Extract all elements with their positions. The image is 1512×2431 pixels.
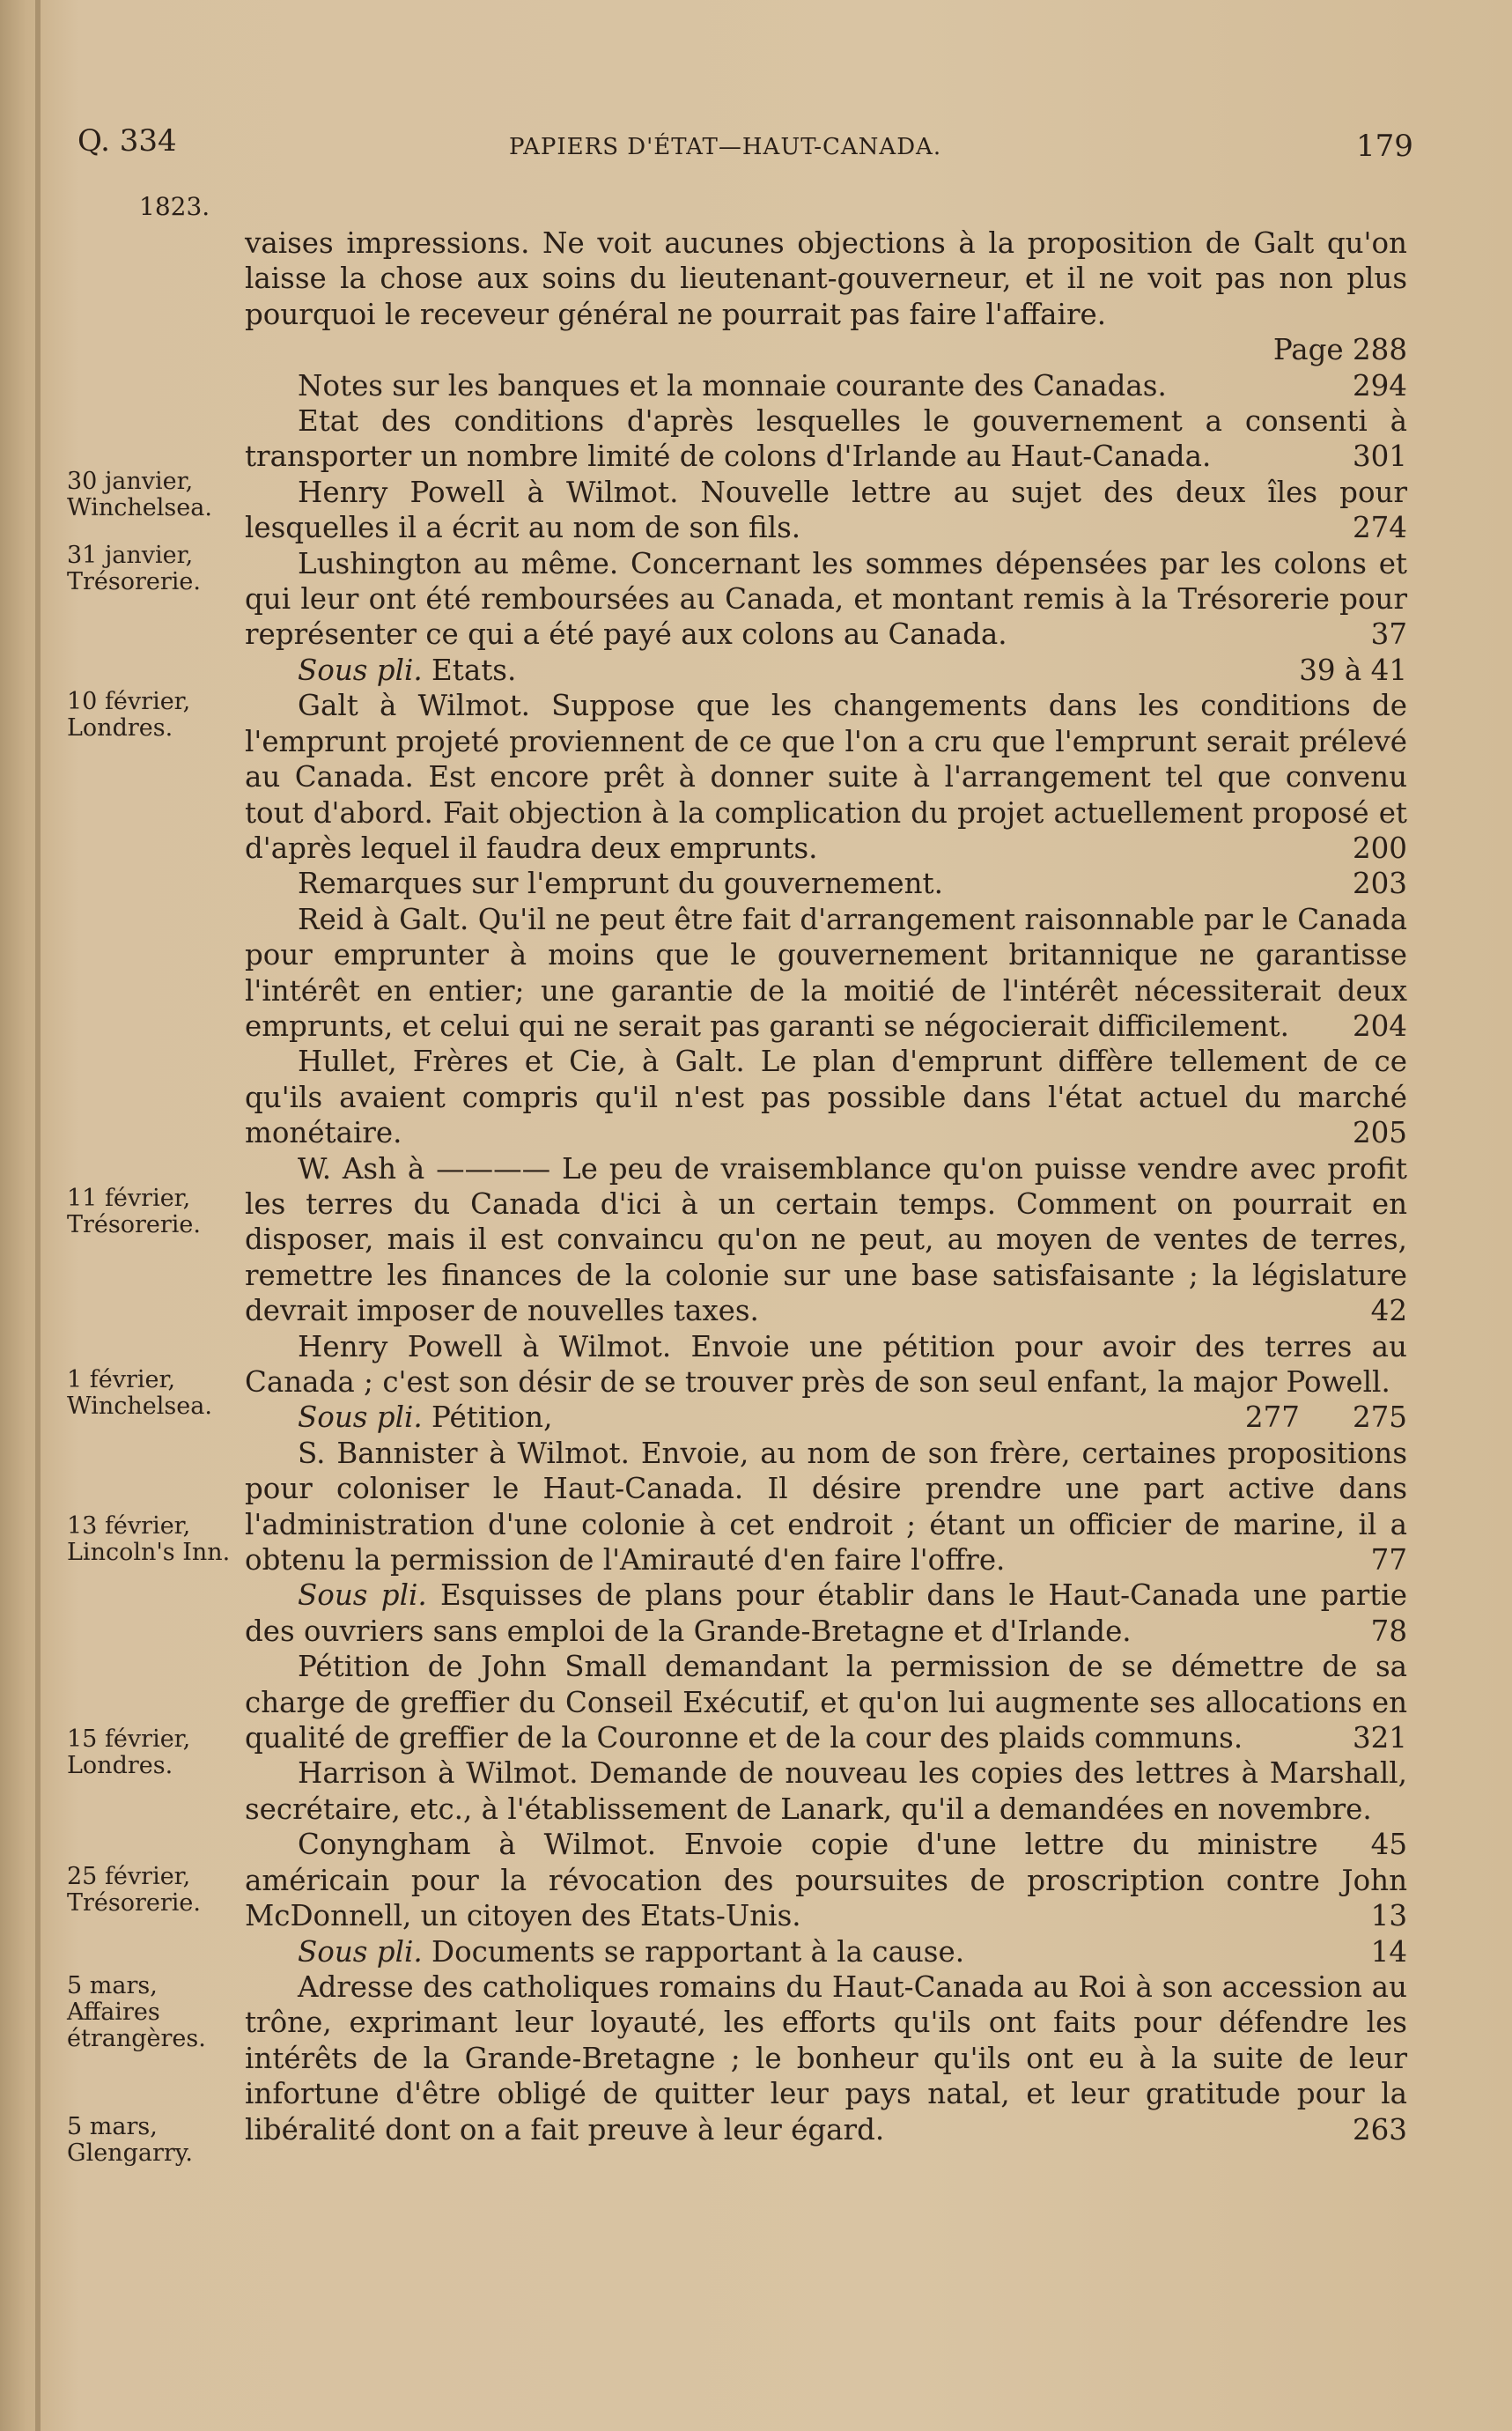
note-date: 5 mars,	[67, 2113, 158, 2140]
note-date: 30 janvier,	[67, 468, 194, 495]
entry-text: Henry Powell à Wilmot. Envoie une pétition pour avoir des terres au Canada ; c'est son désir de se trouver près de son seul enfant, la major Powell. 275	[245, 1329, 1407, 1435]
entry-ref: 45	[1370, 1828, 1407, 1862]
entry-ref: 42	[1370, 1294, 1407, 1328]
note-place: Trésorerie.	[67, 568, 201, 595]
note-place: Londres.	[67, 714, 173, 742]
note-place: Winchelsea.	[67, 1393, 212, 1420]
margin-note	[67, 1726, 243, 1779]
archive-reference: Q. 334	[77, 123, 177, 159]
entry-ref: 275	[1352, 1400, 1407, 1435]
note-date: 25 février,	[67, 1863, 191, 1890]
note-place: Londres.	[67, 1752, 173, 1779]
entry-ref: 37	[1370, 617, 1407, 652]
entry-ref: 14	[1370, 1934, 1407, 1969]
entry-ref: 200	[1352, 831, 1407, 865]
entry-ref: Page 288	[1272, 333, 1407, 367]
enclosure: Sous pli. Etats. 39 à 41	[298, 653, 1407, 687]
entry-text: Etat des conditions d'après lesquelles le gouvernement a consenti à transporter un nombre limité de colons d'Irlande au Haut-Canada. 301	[245, 404, 1407, 474]
entry-ref: 204	[1352, 1009, 1407, 1043]
enclosure-label: Sous pli.	[298, 1578, 427, 1613]
entry-ref: 77	[1370, 1543, 1407, 1578]
margin-note	[67, 543, 243, 595]
note-date: 1 février,	[67, 1366, 176, 1393]
entry-ref: 301	[1352, 440, 1407, 474]
margin-note	[67, 1186, 243, 1238]
entry-ref: 205	[1352, 1116, 1407, 1150]
note-place: Winchelsea.	[67, 494, 212, 521]
entry-text: Remarques sur l'emprunt du gouvernement. 203	[298, 867, 1407, 901]
entry-text: Harrison à Wilmot. Demande de nouveau les copies des lettres à Marshall, secrétaire, etc., à l'établissement de Lanark, qu'il a demandées en novembre. 45	[245, 1756, 1407, 1862]
entry-ref: 274	[1352, 511, 1407, 545]
enclosure-label: Sous pli.	[298, 1400, 423, 1435]
note-date: 13 février,	[67, 1512, 191, 1540]
entry-ref: 203	[1352, 867, 1407, 901]
running-title: PAPIERS D'ÉTAT—HAUT-CANADA.	[509, 134, 942, 160]
note-date: 5 mars,	[67, 1972, 158, 1999]
entry-ref: 39 à 41	[1299, 653, 1407, 687]
margin-note	[67, 2114, 243, 2167]
note-date: 31 janvier,	[67, 542, 194, 569]
note-place: Trésorerie.	[67, 1211, 201, 1238]
note-place: Lincoln's Inn.	[67, 1539, 231, 1566]
year-label: 1823.	[139, 192, 210, 221]
entry-text: Conyngham à Wilmot. Envoie copie d'une lettre du ministre américain pour la révocation des poursuites de proscription contre John McDonnell, un citoyen des Etats-Unis. 13	[245, 1828, 1407, 1933]
entry-text: Pétition de John Small demandant la permission de se démettre de sa charge de greffier du Conseil Exécutif, et qu'on lui augmente ses allocations en qualité de greffier de la Couronne et de la cour des plaids communs. 321	[245, 1650, 1407, 1755]
margin-note	[67, 689, 243, 742]
entry-ref: 263	[1352, 2112, 1407, 2147]
entry-text: Henry Powell à Wilmot. Nouvelle lettre au sujet des deux îles pour lesquelles il a écrit au nom de son fils. 274	[245, 475, 1407, 545]
entry-ref: 294	[1352, 368, 1407, 403]
entry-text: Lushington au même. Concernant les sommes dépensées par les colons et qui leur ont été remboursées au Canada, et montant remis à la Trésorerie pour représenter ce qui a été payé aux colons au Canada. 37	[245, 546, 1407, 652]
note-date: 15 février,	[67, 1725, 191, 1753]
enclosure-label: Sous pli.	[298, 1934, 423, 1969]
note-place: Affaires étrangères.	[67, 1999, 206, 2052]
enclosure: Sous pli. Pétition, 277	[298, 1400, 1300, 1435]
entry-text: Reid à Galt. Qu'il ne peut être fait d'arrangement raisonnable par le Canada pour emprunter à moins que le gouvernement britannique ne garantisse l'intérêt en entier; une garantie de la moitié de l'intérêt nécessiterait deux emprunts, et celui qui ne serait pas garanti se négocierait difficilement. 204	[245, 902, 1407, 1043]
note-place: Glengarry.	[67, 2139, 194, 2167]
entry-text: Hullet, Frères et Cie, à Galt. Le plan d'emprunt diffère tellement de ce qu'ils avaient compris qu'il n'est pas possible dans l'état actuel du marché monétaire. 205	[245, 1045, 1407, 1150]
enclosure: Sous pli. Documents se rapportant à la cause. 14	[298, 1934, 1407, 1969]
entry-ref: 78	[1370, 1614, 1407, 1648]
margin-note	[67, 1864, 243, 1917]
margin-note	[67, 1513, 243, 1566]
entry-text: Notes sur les banques et la monnaie courante des Canadas. 294	[298, 368, 1407, 403]
entry-text: vaises impressions. Ne voit aucunes objections à la proposition de Galt qu'on laisse la chose aux soins du lieutenant-gouverneur, et il ne voit pas non plus pourquoi le receveur général ne pourrait pas faire l'affaire.	[245, 226, 1407, 331]
calendar-entries	[245, 225, 1407, 2147]
note-date: 11 février,	[67, 1185, 191, 1212]
enclosure: Sous pli. Esquisses de plans pour établir dans le Haut-Canada une partie des ouvriers sans emploi de la Grande-Bretagne et d'Irlande. 78	[245, 1578, 1407, 1648]
page-number: 179	[1356, 129, 1413, 164]
note-place: Trésorerie.	[67, 1889, 201, 1917]
entry-ref: 277	[1244, 1400, 1300, 1435]
margin-note	[67, 469, 243, 521]
enclosure-label: Sous pli.	[298, 653, 423, 687]
entry-text: Adresse des catholiques romains du Haut-Canada au Roi à son accession au trône, exprimant leur loyauté, les efforts qu'ils ont faits pour défendre les intérêts de la Grande-Bretagne ; le bonheur qu'ils ont eu à la suite de leur infortune d'être obligé de quitter leur pays natal, et leur gratitude pour la libéralité dont on a fait preuve à leur égard. 263	[245, 1969, 1407, 2147]
entry-ref: 321	[1352, 1721, 1407, 1755]
margin-note	[67, 1367, 243, 1420]
binding-gutter	[35, 0, 41, 2431]
margin-note	[67, 1973, 243, 2052]
entry-text: Galt à Wilmot. Suppose que les changements dans les conditions de l'emprunt projeté proviennent de ce que l'on a cru que l'emprunt serait prélevé au Canada. Est encore prêt à donner suite à l'arrangement tel que convenu tout d'abord. Fait objection à la complication du projet actuellement proposé et d'après lequel il faudra deux emprunts. 200	[245, 689, 1407, 865]
page-header	[0, 123, 1512, 176]
entry-text: W. Ash à ———— Le peu de vraisemblance qu'on puisse vendre avec profit les terres du Canada d'ici à un certain temps. Comment on pourrait en disposer, mais il est convaincu qu'on ne peut, au moyen de ventes de terres, remettre les finances de la colonie sur une base satisfaisante ; la législature devrait imposer de nouvelles taxes. 42	[245, 1151, 1407, 1328]
entry-ref: 13	[1370, 1899, 1407, 1933]
entry-text: S. Bannister à Wilmot. Envoie, au nom de son frère, certaines propositions pour coloniser le Haut-Canada. Il désire prendre une part active dans l'administration d'une colonie à cet endroit ; étant un officier de marine, il a obtenu la permission de l'Amirauté d'en faire l'offre. 77	[245, 1436, 1407, 1578]
note-date: 10 février,	[67, 688, 191, 715]
